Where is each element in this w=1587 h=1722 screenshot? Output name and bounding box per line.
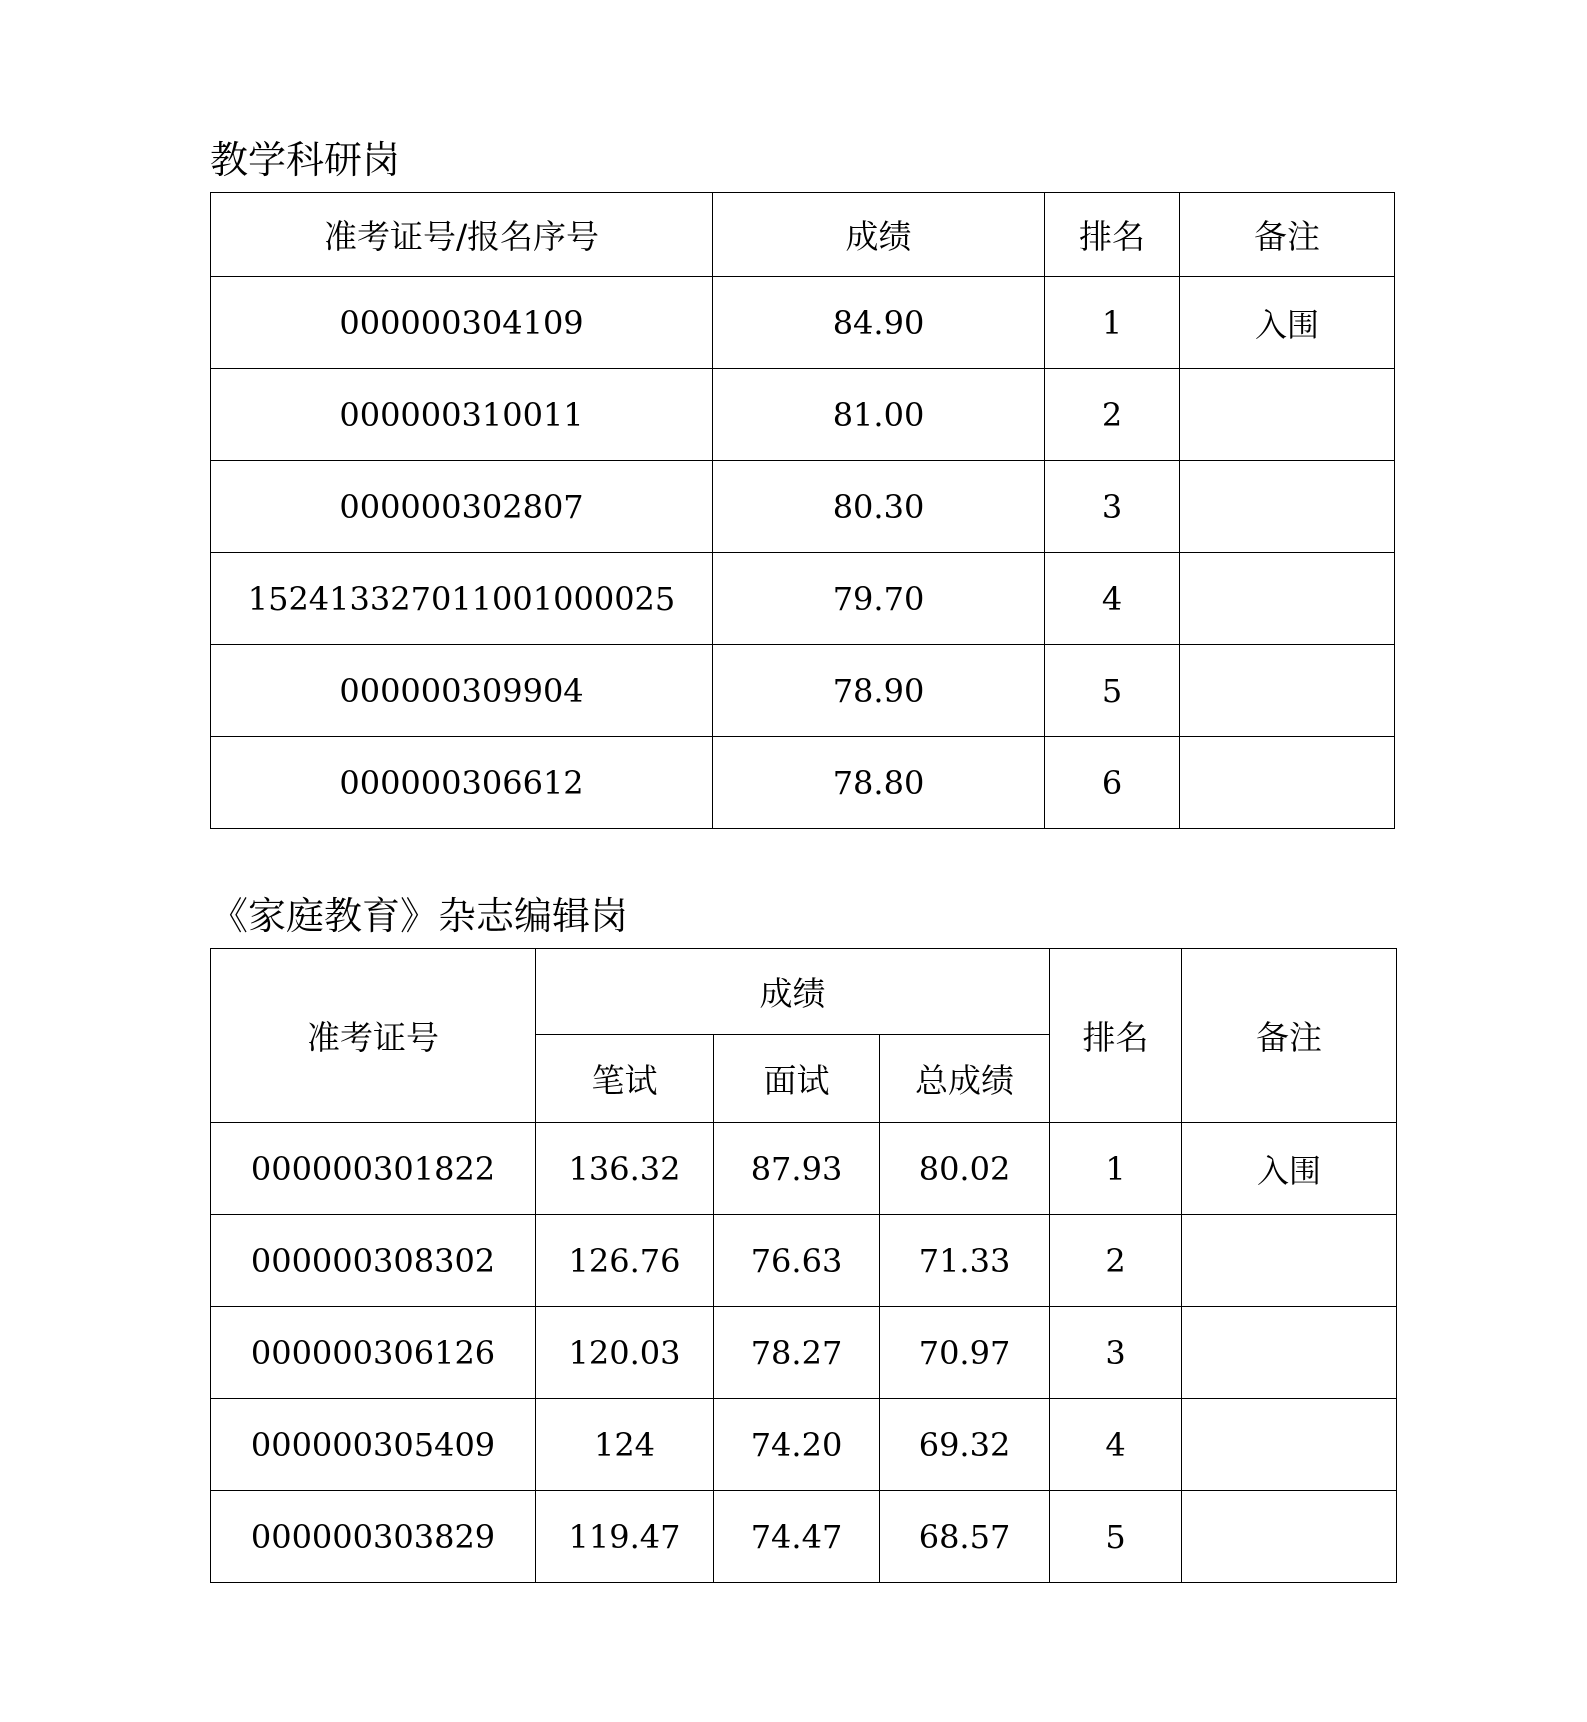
cell-id: 000000301822	[211, 1123, 536, 1215]
header-interview: 面试	[714, 1035, 880, 1123]
cell-written: 120.03	[536, 1307, 714, 1399]
cell-rank: 6	[1045, 737, 1180, 829]
cell-written: 124	[536, 1399, 714, 1491]
cell-interview: 78.27	[714, 1307, 880, 1399]
cell-rank: 3	[1050, 1307, 1182, 1399]
cell-rank: 5	[1050, 1491, 1182, 1583]
cell-written: 119.47	[536, 1491, 714, 1583]
cell-id: 000000308302	[211, 1215, 536, 1307]
header-rank: 排名	[1045, 193, 1180, 277]
header-rank: 排名	[1050, 949, 1182, 1123]
cell-interview: 74.20	[714, 1399, 880, 1491]
cell-id: 000000310011	[211, 369, 713, 461]
cell-id: 152413327011001000025	[211, 553, 713, 645]
cell-id: 000000309904	[211, 645, 713, 737]
cell-id: 000000302807	[211, 461, 713, 553]
table-row	[211, 737, 1395, 829]
cell-interview: 87.93	[714, 1123, 880, 1215]
cell-note	[1180, 645, 1395, 737]
family-education-editor-score-table	[210, 948, 1397, 1583]
cell-total: 71.33	[880, 1215, 1050, 1307]
header-note: 备注	[1180, 193, 1395, 277]
table-row	[211, 1491, 1397, 1583]
cell-id: 000000306612	[211, 737, 713, 829]
cell-note	[1180, 369, 1395, 461]
cell-id: 000000306126	[211, 1307, 536, 1399]
table-row	[211, 1215, 1397, 1307]
cell-score: 78.90	[713, 645, 1045, 737]
cell-total: 69.32	[880, 1399, 1050, 1491]
cell-note	[1180, 461, 1395, 553]
table-header-row	[211, 949, 1397, 1035]
cell-note	[1182, 1307, 1397, 1399]
cell-score: 79.70	[713, 553, 1045, 645]
header-score: 成绩	[713, 193, 1045, 277]
cell-written: 136.32	[536, 1123, 714, 1215]
cell-note	[1182, 1399, 1397, 1491]
table-row	[211, 369, 1395, 461]
cell-score: 81.00	[713, 369, 1045, 461]
cell-rank: 2	[1050, 1215, 1182, 1307]
cell-total: 80.02	[880, 1123, 1050, 1215]
cell-note	[1180, 737, 1395, 829]
table-row	[211, 645, 1395, 737]
table-row	[211, 1307, 1397, 1399]
cell-rank: 4	[1045, 553, 1180, 645]
cell-total: 68.57	[880, 1491, 1050, 1583]
header-written: 笔试	[536, 1035, 714, 1123]
cell-id: 000000304109	[211, 277, 713, 369]
table-row	[211, 1123, 1397, 1215]
header-id: 准考证号	[211, 949, 536, 1123]
cell-note	[1182, 1491, 1397, 1583]
header-total: 总成绩	[880, 1035, 1050, 1123]
cell-total: 70.97	[880, 1307, 1050, 1399]
cell-note: 入围	[1180, 277, 1395, 369]
table-row	[211, 553, 1395, 645]
cell-rank: 1	[1045, 277, 1180, 369]
cell-id: 000000305409	[211, 1399, 536, 1491]
cell-note	[1180, 553, 1395, 645]
cell-interview: 74.47	[714, 1491, 880, 1583]
cell-rank: 5	[1045, 645, 1180, 737]
section-title-teaching-research: 教学科研岗	[210, 138, 401, 182]
cell-rank: 4	[1050, 1399, 1182, 1491]
cell-score: 80.30	[713, 461, 1045, 553]
cell-id: 000000303829	[211, 1491, 536, 1583]
header-id: 准考证号/报名序号	[211, 193, 713, 277]
cell-note: 入围	[1182, 1123, 1397, 1215]
table-row	[211, 1399, 1397, 1491]
table-header-row	[211, 193, 1395, 277]
teaching-research-score-table	[210, 192, 1395, 829]
header-note: 备注	[1182, 949, 1397, 1123]
section-title-family-education-editor: 《家庭教育》杂志编辑岗	[210, 894, 629, 938]
header-score-group: 成绩	[536, 949, 1050, 1035]
cell-rank: 2	[1045, 369, 1180, 461]
cell-rank: 3	[1045, 461, 1180, 553]
cell-rank: 1	[1050, 1123, 1182, 1215]
cell-score: 84.90	[713, 277, 1045, 369]
table-row	[211, 461, 1395, 553]
table-row	[211, 277, 1395, 369]
cell-interview: 76.63	[714, 1215, 880, 1307]
cell-score: 78.80	[713, 737, 1045, 829]
cell-written: 126.76	[536, 1215, 714, 1307]
cell-note	[1182, 1215, 1397, 1307]
